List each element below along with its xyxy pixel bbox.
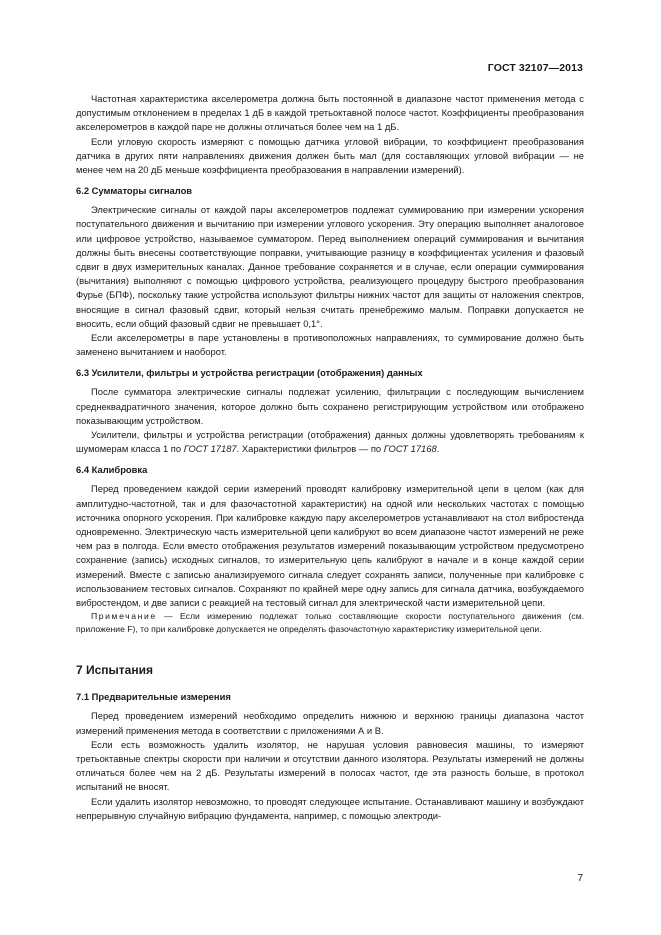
paragraph: Если удалить изолятор невозможно, то проводят следующее испытание. Останавливают машину и возбуждают непрерывную случайную вибрацию фундамента, например, с помощью электроди- (76, 795, 584, 821)
paragraph: Перед проведением каждой серии измерений проводят калибровку измерительной цепи в целом (как для амплитудно-частотной, так и для фазочастотной характеристик) на одной или нескольких частотах с помощью источника опорного ускорения. При калибровке каждую пару акселерометров устанавливают на стол вибростенда одновременно. Электрическую часть измерительной цепи калибруют во всем диапазоне частот измерений не реже чем раз в полгода. Если вместо отображения результатов измерений показывающим устройством предусмотрено сохранение (запись) исходных сигналов, то измерительную цепь калибруют в начале и в конце каждой серии измерений. Вместе с записью анализируемого сигнала следует сохранять записи, полученные при калибровке с использованием тестовых сигналов. Сохраняют по крайней мере одну запись для сигнала датчика, возбуждаемого вибростендом, и две записи с реакцией на тестовый сигнал для электрической части измерительной цепи. (76, 483, 584, 609)
text-run: . (436, 443, 440, 455)
paragraph (76, 428, 584, 456)
note-label: Примечание (91, 611, 157, 622)
note (76, 610, 584, 636)
note-text: — Если измерению подлежат только составляющие скорости поступательного движения (см. приложение F), то при калибровке допускается не определять фазочастотную характеристику измерительной цепи. (76, 611, 584, 635)
paragraph: Если акселерометры в паре установлены в противоположных направлениях, то суммирование должно быть заменено вычитанием и наоборот. (76, 332, 584, 358)
standard-reference: ГОСТ 17187 (183, 443, 237, 455)
paragraph: Перед проведением измерений необходимо определить нижнюю и верхнюю границы диапазона частот измерений применения метода в соответствии с приложениями А и В. (76, 710, 584, 736)
paragraph: Если угловую скорость измеряют с помощью датчика угловой вибрации, то коэффициент преобразования датчика в других пяти направлениях движения должен быть мал (для составляющих угловой вибрации — не менее чем на 20 дБ меньше коэффициента преобразования в направлении измерений). (76, 135, 584, 176)
paragraph: Частотная характеристика акселерометра должна быть постоянной в диапазоне частот применения метода с допустимым отклонением в пределах 1 дБ в каждой третьоктавной полосе частот. Коэффициенты преобразования акселерометров в каждой паре не должны отличаться более чем на 1 дБ. (76, 93, 584, 133)
section-heading-6-3: 6.3 Усилители, фильтры и устройства регистрации (отображения) данных (76, 367, 423, 379)
paragraph: После сумматора электрические сигналы подлежат усилению, фильтрации с последующим вычислением среднеквадратичного значения, которое должно быть сохранено регистрирующим устройством или отображено показывающим устройством. (76, 386, 584, 426)
text-run: Усилители, фильтры и устройства регистрации (отображения) данных должны удовлетворять требованиям к шумомерам класса 1 по (76, 429, 584, 455)
standard-designation: ГОСТ 32107—2013 (487, 62, 583, 74)
chapter-heading-7: 7 Испытания (76, 663, 153, 678)
page-body (76, 92, 584, 823)
section-heading-6-2: 6.2 Сумматоры сигналов (76, 185, 193, 197)
page-number: 7 (577, 873, 583, 884)
section-heading-7-1: 7.1 Предварительные измерения (76, 691, 231, 703)
paragraph: Электрические сигналы от каждой пары акселерометров подлежат суммированию при измерении ускорения поступательного движения и вычитанию при измерении углового ускорения. Эту операцию выполняет аналоговое или цифровое устройство, называемое сумматором. Перед выполнением операций суммирования и вычитания должны быть внесены соответствующие поправки, учитывающие разницу в коэффициентах усиления и фазовый сдвиг в двух измерительных каналах. Данное требование сохраняется и в случае, если операции суммирования (вычитания) выполняют с помощью цифрового устройства, реализующего процедуру быстрого преобразования Фурье (БПФ), поскольку такие устройства используют фильтры нижних частот для защиты от наложения спектров, вносящие в сигнал фазовый сдвиг, который нельзя считать пренебрежимо малым. Поправки допускается не вносить, если общий фазовый сдвиг не превышает 0,1°. (76, 204, 584, 329)
standard-reference: ГОСТ 17168 (383, 443, 437, 455)
text-run: . Характеристики фильтров — по (236, 443, 384, 455)
paragraph: Если есть возможность удалить изолятор, не нарушая условия равновесия машины, то измеряют третьоктавные спектры скорости при наличии и отсутствии данного изолятора. Результаты измерений не должны отличаться более чем на 2 дБ. Результаты измерений в полосах частот, где эта разность больше, в протокол испытаний не вносят. (76, 738, 584, 793)
section-heading-6-4: 6.4 Калибровка (76, 464, 148, 476)
